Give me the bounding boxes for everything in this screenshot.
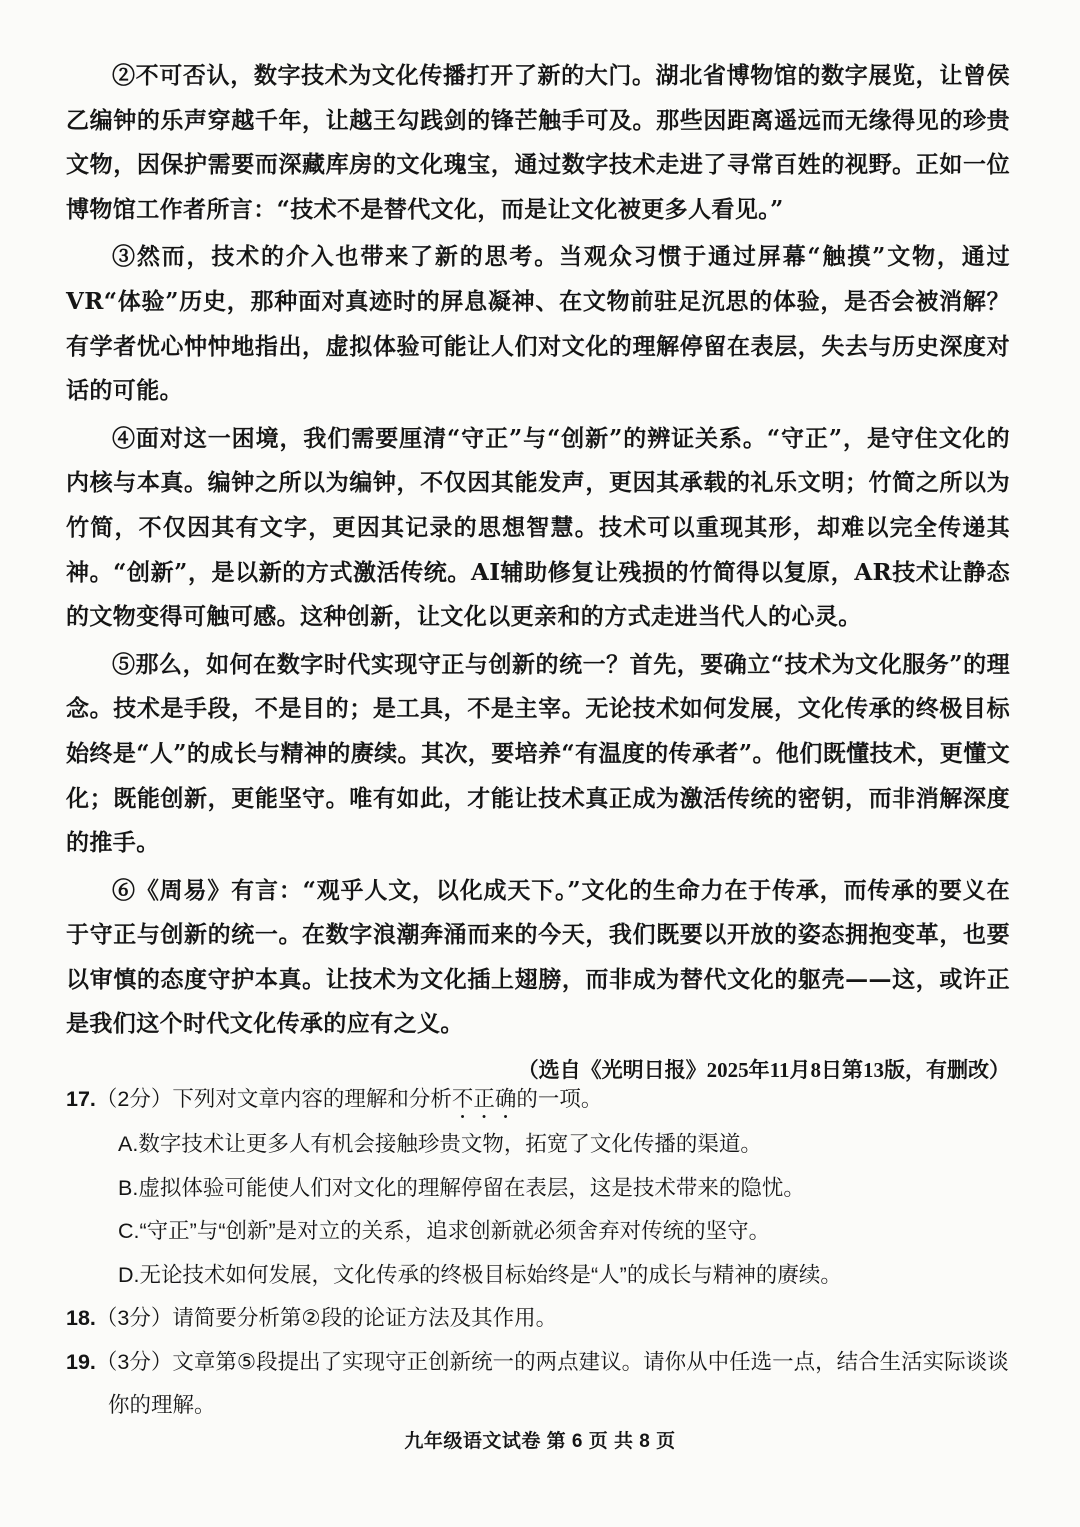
question-17	[66, 1078, 1010, 1123]
question-17-emphasis: 不正确	[451, 1087, 517, 1111]
paragraph-3: ③然而，技术的介入也带来了新的思考。当观众习惯于通过屏幕“触摸”文物，通过VR“体验”历史，那种面对真迹时的屏息凝神、在文物前驻足沉思的体验，是否会被消解？有学者忧心忡忡地指出，虚拟体验可能让人们对文化的理解停留在表层，失去与历史深度对话的可能。	[66, 243, 1010, 405]
question-17-option-c: C.“守正”与“创新”是对立的关系，追求创新就必须舍弃对传统的坚守。	[118, 1219, 771, 1243]
question-17-stem-before: （2分）下列对文章内容的理解和分析	[95, 1087, 452, 1111]
question-19-text: （3分）文章第⑤段提出了实现守正创新统一的两点建议。请你从中任选一点，结合生活实际谈谈你的理解。	[95, 1349, 1009, 1417]
page-footer: 九年级语文试卷 第 6 页 共 8 页	[404, 1431, 676, 1452]
article-body	[66, 54, 1010, 1090]
question-18-number: 18.	[66, 1306, 96, 1330]
questions-section	[66, 1078, 1010, 1428]
article-source: （选自《光明日报》2025年11月8日第13版，有删改）	[517, 1058, 1010, 1083]
paragraph-5: ⑤那么，如何在数字时代实现守正与创新的统一？首先，要确立“技术为文化服务”的理念。技术是手段，不是目的；是工具，不是主宰。无论技术如何发展，文化传承的终极目标始终是“人”的成长与精神的赓续。其次，要培养“有温度的传承者”。他们既懂技术，更懂文化；既能创新，更能坚守。唯有如此，才能让技术真正成为激活传统的密钥，而非消解深度的推手。	[66, 650, 1010, 857]
question-18-text: （3分）请简要分析第②段的论证方法及其作用。	[95, 1306, 558, 1330]
question-17-stem-after: 的一项。	[516, 1087, 603, 1111]
paragraph-2: ②不可否认，数字技术为文化传播打开了新的大门。湖北省博物馆的数字展览，让曾侯乙编钟的乐声穿越千年，让越王勾践剑的锋芒触手可及。那些因距离遥远而无缘得见的珍贵文物，因保护需要而深藏库房的文化瑰宝，通过数字技术走进了寻常百姓的视野。正如一位博物馆工作者所言：“技术不是替代文化，而是让文化被更多人看见。”	[66, 62, 1010, 223]
paragraph-6: ⑥《周易》有言：“观乎人文，以化成天下。”文化的生命力在于传承，而传承的要义在于守正与创新的统一。在数字浪潮奔涌而来的今天，我们既要以开放的姿态拥抱变革，也要以审慎的态度守护本真。让技术为文化插上翅膀，而非成为替代文化的躯壳——这，或许正是我们这个时代文化传承的应有之义。	[66, 876, 1010, 1038]
question-19	[66, 1341, 1010, 1428]
question-17-option-b: B.虚拟体验可能使人们对文化的理解停留在表层，这是技术带来的隐忧。	[118, 1175, 805, 1200]
question-19-number: 19.	[66, 1349, 96, 1374]
question-18	[66, 1297, 1010, 1341]
question-17-number: 17.	[66, 1087, 96, 1111]
question-17-option-d: D.无论技术如何发展，文化传承的终极目标始终是“人”的成长与精神的赓续。	[118, 1262, 842, 1287]
question-17-option-a: A.数字技术让更多人有机会接触珍贵文物，拓宽了文化传播的渠道。	[118, 1132, 762, 1156]
paragraph-4: ④面对这一困境，我们需要厘清“守正”与“创新”的辨证关系。“守正”，是守住文化的内核与本真。编钟之所以为编钟，不仅因其能发声，更因其承载的礼乐文明；竹简之所以为竹简，不仅因其有文字，更因其记录的思想智慧。技术可以重现其形，却难以完全传递其神。“创新”，是以新的方式激活传统。AI辅助修复让残损的竹简得以复原，AR技术让静态的文物变得可触可感。这种创新，让文化以更亲和的方式走进当代人的心灵。	[66, 424, 1010, 631]
